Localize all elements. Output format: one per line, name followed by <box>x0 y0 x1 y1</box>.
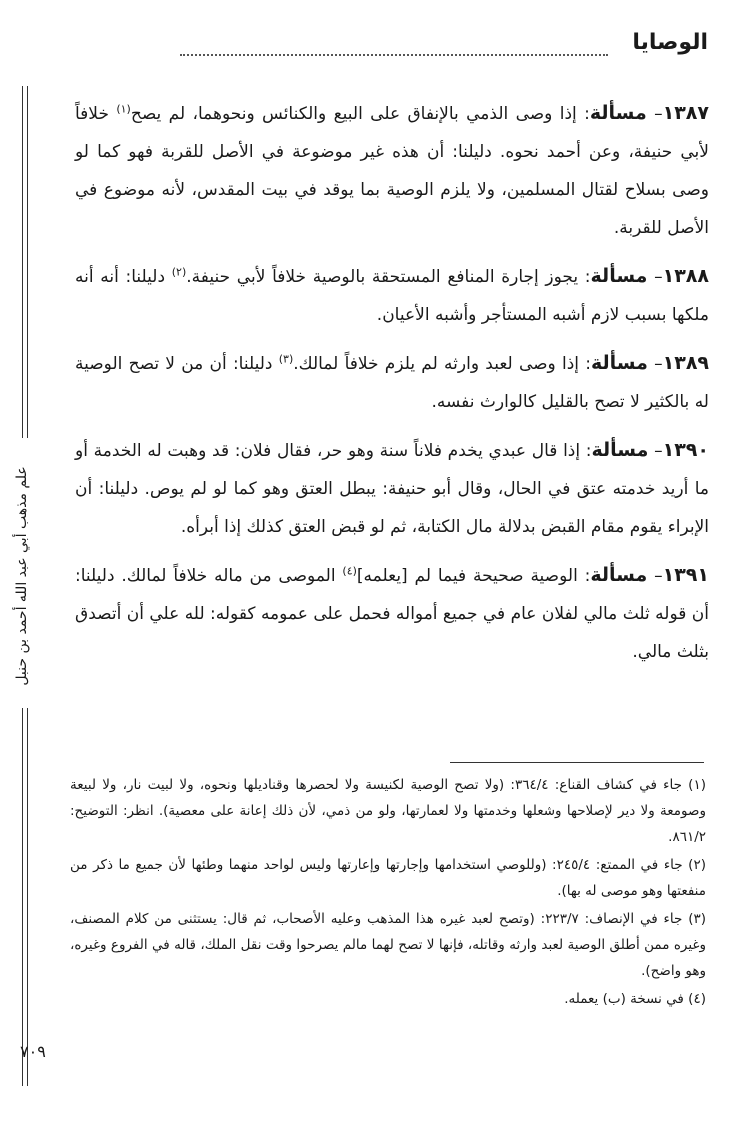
masala-text: : إذا وصى لعبد وارثه لم يلزم خلافاً لمالك. <box>293 354 591 374</box>
masala-keyword: مسألة <box>590 564 648 586</box>
spine-margin <box>14 86 34 1126</box>
masala-text: دليلنا: أنه أنه ملكها بسبب لازم أشبه المستأجر وأشبه الأعيان. <box>75 267 709 325</box>
masala-1390: ١٣٩٠– مسألة: إذا قال عبدي يخدم فلاناً سنة وهو حر، فقال فلان: قد وهبت له الخدمة أو ما أريد خدمته عتق في الحال، وقال أبو حنيفة: يبطل العتق وهو كما لو لم يوص. دليلنا: أن الإبراء يقوم مقام القبض بدلالة مال الكتابة، ثم لو قبض العتق كذلك إذا أبرأه. <box>75 439 709 537</box>
masala-number: ١٣٩٠ <box>662 439 709 461</box>
masala-text: خلافاً لأبي حنيفة، وعن أحمد نحوه. دليلنا: أن هذه غير موضوعة في الأصل للقربة فهو كما لو وصى بسلاح لقتال المسلمين، ولا يلزم الوصية بما يوقد في بيت المقدس، لأنه موضوع في الأصل للقربة. <box>75 104 709 238</box>
masala-text: : إذا وصى الذمي بالإنفاق على البيع والكنائس ونحوهما، لم يصح <box>130 104 590 124</box>
page-number: ٧٠٩ <box>20 1042 46 1061</box>
footnote-1: (١) جاء في كشاف القناع: ٣٦٤/٤: (ولا تصح الوصية لكنيسة ولا لحصرها وقناديلها ونحوه، ولا لبيت نار، ولا لبيعة وصومعة ولا دير لإصلاحها وشعلها وخدمتها ولا لعمارتها، ولو من ذمي، لأن ذلك إعانة على معصية). انظر: التوضيح: ٨٦١/٢. <box>70 777 706 845</box>
running-header <box>180 30 708 70</box>
masala-number: ١٣٨٨ <box>662 265 709 287</box>
masala-1388: ١٣٨٨– مسألة: يجوز إجارة المنافع المستحقة بالوصية خلافاً لأبي حنيفة.$^{(٢)}$ دليلنا: أنه أنه ملكها بسبب لازم أشبه المستأجر وأشبه الأعيان. <box>75 265 709 325</box>
masala-1391: ١٣٩١– مسألة: الوصية صحيحة فيما لم [يعلمه]$^{(٤)}$ الموصى من ماله خلافاً لمالك. دليلنا: أن قوله ثلث مالي لفلان عام في جميع أمواله فحمل على عمومه كقوله: لله علي أن أتصدق بثلث مالي. <box>75 564 709 662</box>
spine-line <box>27 86 28 438</box>
footnote-ref: (٤) <box>342 564 357 578</box>
spine-line <box>22 708 23 1086</box>
spine-line <box>27 708 28 1086</box>
footnote-2: (٢) جاء في الممتع: ٢٤٥/٤: (وللوصي استخدامها وإجارتها وإعارتها وليس لواحد منهما وطئها لأن جميع ما ذكر من منفعتها وهو موصى له بها). <box>70 857 706 899</box>
masala-1387: ١٣٨٧– مسألة: إذا وصى الذمي بالإنفاق على البيع والكنائس ونحوهما، لم يصح$^{(١)}$ خلافاً لأبي حنيفة، وعن أحمد نحوه. دليلنا: أن هذه غير موضوعة في الأصل للقربة فهو كما لو وصى بسلاح لقتال المسلمين، ولا يلزم الوصية بما يوقد في بيت المقدس، لأنه موضوع في الأصل للقربة. <box>75 102 709 238</box>
masala-1389: ١٣٨٩– مسألة: إذا وصى لعبد وارثه لم يلزم خلافاً لمالك.$^{(٣)}$ دليلنا: أن من لا تصح الوصية له بالكثير لا تصح بالقليل كالوارث نفسه. <box>75 352 710 412</box>
masala-keyword: مسألة <box>589 102 647 124</box>
header-title: الوصايا <box>632 30 708 55</box>
masala-number: ١٣٨٩ <box>662 352 710 374</box>
masala-text: : يجوز إجارة المنافع المستحقة بالوصية خلافاً لأبي حنيفة. <box>186 267 591 287</box>
masala-text: : الوصية صحيحة فيما لم [يعلمه] <box>356 566 591 586</box>
footnote-3: (٣) جاء في الإنصاف: ٢٢٣/٧: (وتصح لعبد غيره هذا المذهب وعليه الأصحاب، ثم قال: يستثنى من كلام المصنف، وغيره ممن أطلق الوصية لعبد وارثه وقاتله، فإنها لا تصح لهما مالم يصرحوا وقت نقل الملك، قاله في الفروع وغيره، وهو واضح). <box>70 911 707 979</box>
footnote-ref: (٣) <box>278 352 294 366</box>
footnotes <box>70 772 706 1014</box>
masala-number: ١٣٨٧ <box>662 102 709 124</box>
spine-title: علم مذهب أبي عبد الله أحمد بن حنبل <box>14 466 30 686</box>
footnote-ref: (١) <box>116 102 131 116</box>
masala-text: الموصى من ماله خلافاً لمالك. دليلنا: أن قوله ثلث مالي لفلان عام في جميع أمواله فحمل على عمومه كقوله: لله علي أن أتصدق بثلث مالي. <box>75 566 709 662</box>
footnote-4: (٤) في نسخة (ب) يعمله. <box>564 991 706 1007</box>
masala-keyword: مسألة <box>590 352 648 374</box>
spine-line <box>22 86 23 438</box>
footnote-separator <box>450 762 704 763</box>
header-dotted-rule <box>180 54 608 56</box>
masala-keyword: مسألة <box>591 439 649 461</box>
masala-text: دليلنا: أن من لا تصح الوصية له بالكثير لا تصح بالقليل كالوارث نفسه. <box>75 354 709 412</box>
footnote-ref: (٢) <box>171 265 187 279</box>
masala-text: : إذا قال عبدي يخدم فلاناً سنة وهو حر، فقال فلان: قد وهبت له الخدمة أو ما أريد خدمته عتق في الحال، وقال أبو حنيفة: يبطل العتق وهو كما لو لم يوص. دليلنا: أن الإبراء يقوم مقام القبض بدلالة مال الكتابة، ثم لو قبض العتق كذلك إذا أبرأه. <box>75 441 709 537</box>
masala-number: ١٣٩١ <box>662 564 709 586</box>
masala-keyword: مسألة <box>590 265 648 287</box>
main-text <box>75 94 709 681</box>
